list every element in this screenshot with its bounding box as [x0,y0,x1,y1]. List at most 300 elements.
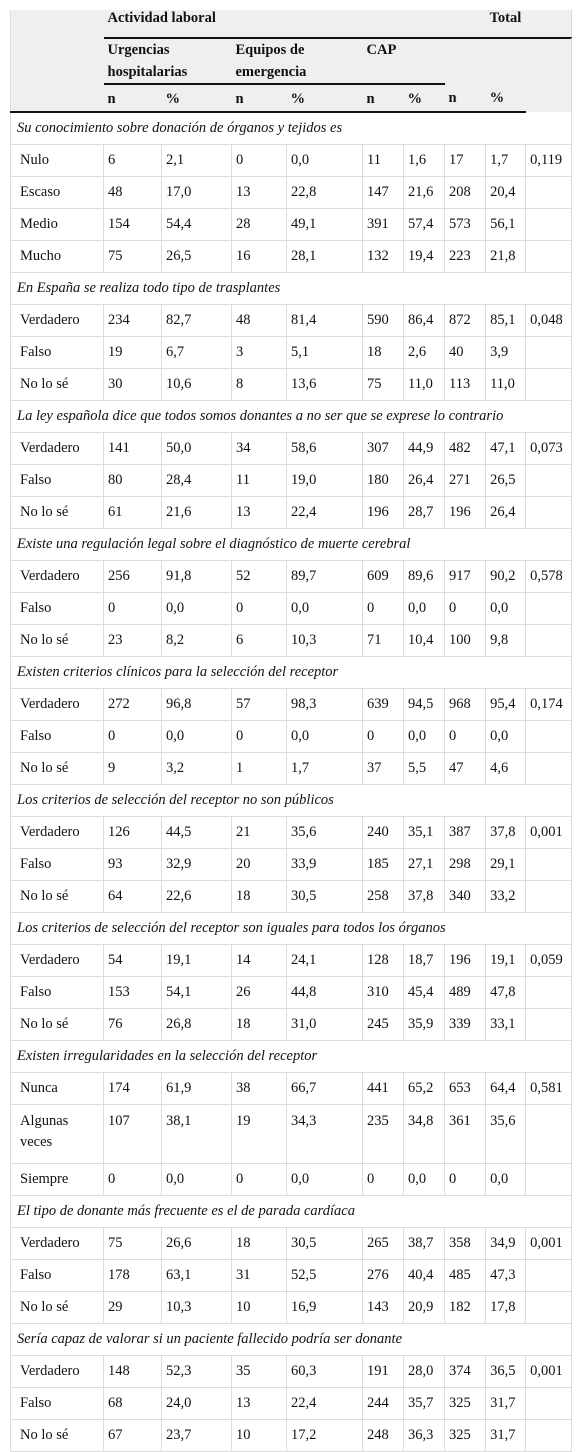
table-row [11,305,572,337]
table-row [11,497,572,529]
table-row [11,1105,572,1164]
value-cell: 22,4 [287,1388,363,1420]
table-row [11,625,572,657]
value-cell: 19 [104,337,162,369]
value-cell: 3,9 [486,337,526,369]
value-cell: 86,4 [404,305,445,337]
value-cell: 0 [104,721,162,753]
value-cell: 52 [232,561,287,593]
value-cell: 22,6 [162,881,232,913]
value-cell: 0 [232,1164,287,1196]
p-value-cell: 0,001 [526,1356,572,1388]
value-cell: 75 [104,1228,162,1260]
value-cell: 0,0 [162,721,232,753]
row-label: Nunca [11,1073,104,1105]
group-header-urgencias: Urgencias hospitalarias [104,38,232,84]
table-row [11,1292,572,1324]
value-cell: 17,2 [287,1420,363,1452]
value-cell: 18 [232,1009,287,1041]
row-label: Escaso [11,177,104,209]
value-cell: 18 [232,881,287,913]
p-value-cell [526,1164,572,1196]
section-title: Su conocimiento sobre donación de órganos y tejidos es [11,112,572,145]
section-row [11,273,572,305]
col-n: n [445,84,486,112]
value-cell: 0 [232,721,287,753]
value-cell: 94,5 [404,689,445,721]
section-title: Los criterios de selección del receptor no son públicos [11,785,572,817]
table-row [11,1420,572,1452]
value-cell: 13 [232,497,287,529]
value-cell: 609 [363,561,404,593]
value-cell: 0 [445,1164,486,1196]
value-cell: 24,0 [162,1388,232,1420]
section-row [11,1196,572,1228]
value-cell: 391 [363,209,404,241]
table-row [11,1260,572,1292]
value-cell: 310 [363,977,404,1009]
row-label: Falso [11,593,104,625]
value-cell: 89,7 [287,561,363,593]
value-cell: 18 [363,337,404,369]
row-label: Falso [11,849,104,881]
row-label: Verdadero [11,1356,104,1388]
value-cell: 298 [445,849,486,881]
value-cell: 3 [232,337,287,369]
value-cell: 271 [445,465,486,497]
p-value-cell [526,1388,572,1420]
row-label: Verdadero [11,945,104,977]
p-value-cell: 0,581 [526,1073,572,1105]
value-cell: 0 [445,593,486,625]
value-cell: 17 [445,145,486,177]
value-cell: 178 [104,1260,162,1292]
row-label: Falso [11,1260,104,1292]
value-cell: 54,1 [162,977,232,1009]
value-cell: 0,0 [287,593,363,625]
value-cell: 19,4 [404,241,445,273]
value-cell: 147 [363,177,404,209]
value-cell: 13 [232,177,287,209]
value-cell: 153 [104,977,162,1009]
value-cell: 33,2 [486,881,526,913]
table-row [11,433,572,465]
value-cell: 489 [445,977,486,1009]
value-cell: 1,6 [404,145,445,177]
p-value-cell [526,977,572,1009]
table-row [11,465,572,497]
value-cell: 34,9 [486,1228,526,1260]
value-cell: 45,4 [404,977,445,1009]
value-cell: 37 [363,753,404,785]
value-cell: 57,4 [404,209,445,241]
row-label: Mucho [11,241,104,273]
value-cell: 9,8 [486,625,526,657]
value-cell: 26,5 [162,241,232,273]
value-cell: 75 [363,369,404,401]
value-cell: 47 [445,753,486,785]
value-cell: 90,2 [486,561,526,593]
row-label: No lo sé [11,1420,104,1452]
value-cell: 590 [363,305,404,337]
value-cell: 2,1 [162,145,232,177]
value-cell: 17,8 [486,1292,526,1324]
value-cell: 573 [445,209,486,241]
col-pct: % [486,84,526,112]
value-cell: 223 [445,241,486,273]
value-cell: 387 [445,817,486,849]
group-header-cap: CAP [363,38,445,84]
value-cell: 24,1 [287,945,363,977]
value-cell: 307 [363,433,404,465]
p-value-cell: 0,001 [526,817,572,849]
value-cell: 182 [445,1292,486,1324]
value-cell: 26 [232,977,287,1009]
section-row [11,785,572,817]
row-label: No lo sé [11,753,104,785]
value-cell: 258 [363,881,404,913]
value-cell: 35 [232,1356,287,1388]
value-cell: 20,9 [404,1292,445,1324]
value-cell: 54 [104,945,162,977]
value-cell: 28,7 [404,497,445,529]
value-cell: 18,7 [404,945,445,977]
value-cell: 35,6 [486,1105,526,1164]
value-cell: 50,0 [162,433,232,465]
value-cell: 374 [445,1356,486,1388]
value-cell: 28,0 [404,1356,445,1388]
row-label: Verdadero [11,561,104,593]
table-row [11,593,572,625]
table-row [11,1388,572,1420]
value-cell: 185 [363,849,404,881]
value-cell: 34,3 [287,1105,363,1164]
section-row [11,401,572,433]
table-row [11,145,572,177]
value-cell: 14 [232,945,287,977]
section-row [11,1324,572,1356]
value-cell: 482 [445,433,486,465]
value-cell: 23 [104,625,162,657]
section-title: Existen irregularidades en la selección del receptor [11,1041,572,1073]
section-title: Los criterios de selección del receptor son iguales para todos los órganos [11,913,572,945]
value-cell: 196 [363,497,404,529]
value-cell: 67 [104,1420,162,1452]
value-cell: 11 [232,465,287,497]
value-cell: 30,5 [287,1228,363,1260]
value-cell: 31 [232,1260,287,1292]
value-cell: 191 [363,1356,404,1388]
row-label: No lo sé [11,497,104,529]
value-cell: 265 [363,1228,404,1260]
row-label: No lo sé [11,1009,104,1041]
value-cell: 19 [232,1105,287,1164]
row-label: Verdadero [11,817,104,849]
table-row [11,209,572,241]
value-cell: 19,1 [162,945,232,977]
value-cell: 40,4 [404,1260,445,1292]
table-row [11,753,572,785]
value-cell: 0 [445,721,486,753]
value-cell: 11,0 [486,369,526,401]
section-row [11,913,572,945]
value-cell: 3,2 [162,753,232,785]
value-cell: 26,8 [162,1009,232,1041]
value-cell: 107 [104,1105,162,1164]
row-label: No lo sé [11,881,104,913]
p-value-cell [526,369,572,401]
table-row [11,1073,572,1105]
value-cell: 31,7 [486,1420,526,1452]
value-cell: 40 [445,337,486,369]
value-cell: 89,6 [404,561,445,593]
value-cell: 27,1 [404,849,445,881]
value-cell: 33,9 [287,849,363,881]
value-cell: 35,9 [404,1009,445,1041]
value-cell: 96,8 [162,689,232,721]
value-cell: 56,1 [486,209,526,241]
value-cell: 248 [363,1420,404,1452]
value-cell: 0,0 [404,593,445,625]
value-cell: 37,8 [486,817,526,849]
value-cell: 240 [363,817,404,849]
value-cell: 196 [445,497,486,529]
value-cell: 208 [445,177,486,209]
row-label: Verdadero [11,305,104,337]
value-cell: 235 [363,1105,404,1164]
value-cell: 57 [232,689,287,721]
value-cell: 244 [363,1388,404,1420]
col-pct: % [404,84,445,112]
value-cell: 48 [104,177,162,209]
value-cell: 0 [232,145,287,177]
value-cell: 36,3 [404,1420,445,1452]
section-title: En España se realiza todo tipo de trasplantes [11,273,572,305]
value-cell: 26,4 [404,465,445,497]
value-cell: 30 [104,369,162,401]
value-cell: 31,0 [287,1009,363,1041]
row-label: Verdadero [11,433,104,465]
value-cell: 485 [445,1260,486,1292]
value-cell: 16,9 [287,1292,363,1324]
value-cell: 48 [232,305,287,337]
col-pct: % [287,84,363,112]
value-cell: 639 [363,689,404,721]
value-cell: 8 [232,369,287,401]
table-row [11,721,572,753]
value-cell: 272 [104,689,162,721]
value-cell: 22,4 [287,497,363,529]
table-row [11,1164,572,1196]
value-cell: 0,0 [162,1164,232,1196]
value-cell: 61 [104,497,162,529]
section-row [11,1041,572,1073]
value-cell: 34 [232,433,287,465]
value-cell: 0,0 [404,721,445,753]
section-title: Existen criterios clínicos para la selección del receptor [11,657,572,689]
value-cell: 75 [104,241,162,273]
value-cell: 0,0 [287,145,363,177]
value-cell: 9 [104,753,162,785]
value-cell: 49,1 [287,209,363,241]
value-cell: 29 [104,1292,162,1324]
value-cell: 1 [232,753,287,785]
value-cell: 1,7 [287,753,363,785]
row-label: Verdadero [11,1228,104,1260]
p-value-cell [526,1260,572,1292]
value-cell: 2,6 [404,337,445,369]
value-cell: 0,0 [486,1164,526,1196]
value-cell: 361 [445,1105,486,1164]
value-cell: 174 [104,1073,162,1105]
table-row [11,369,572,401]
value-cell: 60,3 [287,1356,363,1388]
value-cell: 52,3 [162,1356,232,1388]
value-cell: 21,6 [404,177,445,209]
value-cell: 0,0 [162,593,232,625]
value-cell: 61,9 [162,1073,232,1105]
p-value-cell [526,1292,572,1324]
p-value-cell [526,337,572,369]
section-title: Sería capaz de valorar si un paciente fallecido podría ser donante [11,1324,572,1356]
value-cell: 21 [232,817,287,849]
value-cell: 180 [363,465,404,497]
table-row [11,241,572,273]
section-row [11,657,572,689]
value-cell: 28 [232,209,287,241]
value-cell: 35,6 [287,817,363,849]
value-cell: 31,7 [486,1388,526,1420]
p-value-cell [526,497,572,529]
table-row [11,945,572,977]
value-cell: 22,8 [287,177,363,209]
p-value-cell [526,1009,572,1041]
table-row [11,1228,572,1260]
p-value-cell: 0,048 [526,305,572,337]
p-value-cell [526,593,572,625]
value-cell: 95,4 [486,689,526,721]
value-cell: 126 [104,817,162,849]
activity-header: Actividad laboral [104,10,486,38]
p-value-cell: 0,119 [526,145,572,177]
value-cell: 82,7 [162,305,232,337]
row-label: Falso [11,465,104,497]
row-label: No lo sé [11,1292,104,1324]
value-cell: 10 [232,1420,287,1452]
value-cell: 34,8 [404,1105,445,1164]
table-row [11,561,572,593]
p-value-cell: 0,073 [526,433,572,465]
table-row [11,1009,572,1041]
row-label: Falso [11,721,104,753]
value-cell: 245 [363,1009,404,1041]
value-cell: 26,5 [486,465,526,497]
row-label: No lo sé [11,369,104,401]
value-cell: 16 [232,241,287,273]
value-cell: 64 [104,881,162,913]
value-cell: 0 [363,721,404,753]
table-row [11,1356,572,1388]
value-cell: 23,7 [162,1420,232,1452]
value-cell: 10 [232,1292,287,1324]
value-cell: 21,6 [162,497,232,529]
value-cell: 6 [232,625,287,657]
value-cell: 5,5 [404,753,445,785]
value-cell: 917 [445,561,486,593]
value-cell: 44,8 [287,977,363,1009]
value-cell: 968 [445,689,486,721]
value-cell: 358 [445,1228,486,1260]
table-header [11,10,572,112]
p-value-cell [526,209,572,241]
value-cell: 100 [445,625,486,657]
value-cell: 28,4 [162,465,232,497]
section-row [11,529,572,561]
value-cell: 0,0 [486,593,526,625]
value-cell: 11,0 [404,369,445,401]
value-cell: 38 [232,1073,287,1105]
value-cell: 6,7 [162,337,232,369]
value-cell: 1,7 [486,145,526,177]
value-cell: 13,6 [287,369,363,401]
row-label: Algunas veces [11,1105,104,1164]
col-n: n [363,84,404,112]
value-cell: 28,1 [287,241,363,273]
table-row [11,689,572,721]
value-cell: 33,1 [486,1009,526,1041]
col-n: n [104,84,162,112]
value-cell: 441 [363,1073,404,1105]
value-cell: 44,5 [162,817,232,849]
table-row [11,849,572,881]
value-cell: 339 [445,1009,486,1041]
value-cell: 0 [363,593,404,625]
value-cell: 19,1 [486,945,526,977]
section-title: La ley española dice que todos somos donantes a no ser que se exprese lo contrario [11,401,572,433]
row-label: No lo sé [11,625,104,657]
value-cell: 6 [104,145,162,177]
p-value-cell: 0,578 [526,561,572,593]
results-table-container [10,10,571,1452]
row-label: Nulo [11,145,104,177]
value-cell: 11 [363,145,404,177]
value-cell: 32,9 [162,849,232,881]
value-cell: 35,7 [404,1388,445,1420]
section-title: El tipo de donante más frecuente es el de parada cardíaca [11,1196,572,1228]
value-cell: 21,8 [486,241,526,273]
value-cell: 36,5 [486,1356,526,1388]
p-value-cell [526,1420,572,1452]
value-cell: 0 [104,593,162,625]
value-cell: 63,1 [162,1260,232,1292]
value-cell: 132 [363,241,404,273]
value-cell: 10,3 [162,1292,232,1324]
col-n: n [232,84,287,112]
row-label: Falso [11,337,104,369]
value-cell: 58,6 [287,433,363,465]
value-cell: 10,3 [287,625,363,657]
value-cell: 0 [232,593,287,625]
p-value-cell: 0,001 [526,1228,572,1260]
row-label: Verdadero [11,689,104,721]
value-cell: 85,1 [486,305,526,337]
value-cell: 47,8 [486,977,526,1009]
value-cell: 37,8 [404,881,445,913]
row-label: Siempre [11,1164,104,1196]
value-cell: 26,4 [486,497,526,529]
value-cell: 128 [363,945,404,977]
p-value-cell [526,465,572,497]
